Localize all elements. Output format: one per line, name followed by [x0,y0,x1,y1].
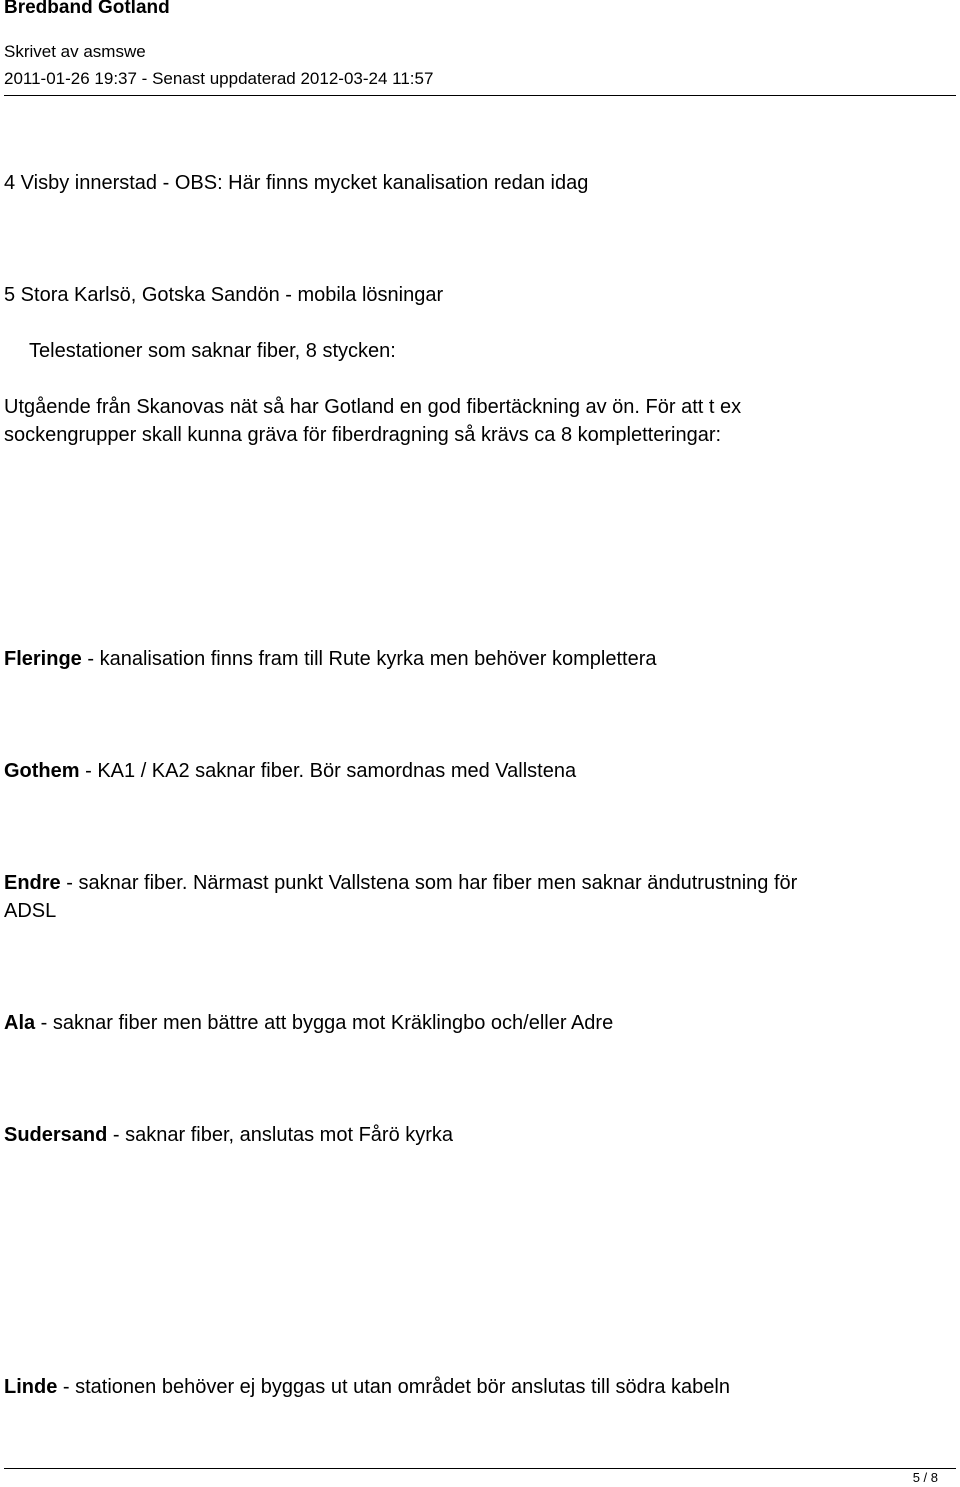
place-name: Gothem [4,760,80,782]
place-name: Linde [4,1376,58,1398]
place-name: Sudersand [4,1124,108,1146]
place-text: - stationen behöver ej byggas ut utan området bör anslutas till södra kabeln [57,1376,730,1398]
header-divider [4,95,956,96]
paragraph-intro-line1: Utgående från Skanovas nät så har Gotland en god fibertäckning av ön. För att t ex [4,396,742,418]
author-line: Skrivet av asmswe [4,42,146,61]
place-text: - saknar fiber, anslutas mot Fårö kyrka [107,1124,454,1146]
place-text: - KA1 / KA2 saknar fiber. Bör samordnas med Vallstena [79,760,577,782]
page-number: 5 / 8 [912,1470,938,1485]
paragraph-sudersand [4,1121,453,1149]
paragraph-endre [4,869,797,897]
paragraph-visby: 4 Visby innerstad - OBS: Här finns mycket kanalisation redan idag [4,172,589,194]
paragraph-intro-line2: sockengrupper skall kunna gräva för fiberdragning så krävs ca 8 kompletteringar: [4,424,722,446]
date-line: 2011-01-26 19:37 - Senast uppdaterad 2012-03-24 11:57 [4,69,434,88]
place-text: - saknar fiber men bättre att bygga mot Kräklingbo och/eller Adre [35,1012,614,1034]
paragraph-karlso: 5 Stora Karlsö, Gotska Sandön - mobila lösningar [4,284,444,306]
place-text: - saknar fiber. Närmast punkt Vallstena som har fiber men saknar ändutrustning för [60,872,798,894]
place-name: Fleringe [4,648,82,670]
place-name: Endre [4,872,61,894]
place-name: Ala [4,1012,36,1034]
paragraph-fleringe [4,645,656,673]
paragraph-telestationer: Telestationer som saknar fiber, 8 stycken: [29,340,396,362]
footer-divider [4,1468,956,1469]
paragraph-endre-line2: ADSL [4,900,57,922]
site-title: Bredband Gotland [4,0,170,18]
paragraph-gothem [4,757,576,785]
paragraph-ala [4,1009,613,1037]
paragraph-linde [4,1373,730,1401]
place-text: - kanalisation finns fram till Rute kyrka men behöver komplettera [81,648,657,670]
